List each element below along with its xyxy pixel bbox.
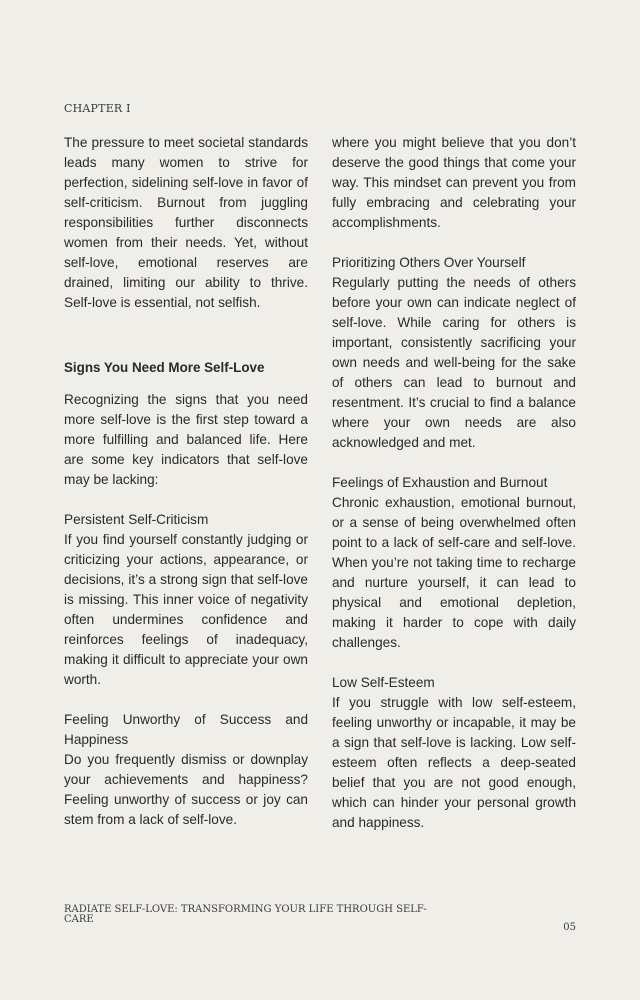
footer-book-title: RADIATE SELF-LOVE: TRANSFORMING YOUR LIFE THROUGH SELF-CARE	[64, 904, 427, 925]
left-column	[64, 133, 308, 830]
intro-paragraph: The pressure to meet societal standards leads many women to strive for perfection, sidelining self-love in favor of self-criticism. Burnout from juggling responsibilities further disconnects women from their needs. Yet, without self-love, emotional reserves are drained, limiting our ability to thrive. Self-love is essential, not selfish.	[64, 135, 308, 310]
section-intro-paragraph: Recognizing the signs that you need more self-love is the first step toward a more fulfilling and balanced life. Here are some key indicators that self-love may be lacking:	[64, 392, 308, 487]
sign-title-low-self-esteem: Low Self-Esteem	[332, 675, 435, 690]
sign-body-self-criticism: If you find yourself constantly judging or criticizing your actions, appearance, or decisions, it’s a strong sign that self-love is missing. This inner voice of negativity often undermines confidence and reinforces feelings of inadequacy, making it difficult to appreciate your own worth.	[64, 532, 308, 687]
chapter-label: CHAPTER I	[64, 102, 131, 115]
sign-title-exhaustion: Feelings of Exhaustion and Burnout	[332, 475, 548, 490]
sign-title-self-criticism: Persistent Self-Criticism	[64, 512, 209, 527]
sign-body-unworthy: Do you frequently dismiss or downplay your achievements and happiness? Feeling unworthy of success or joy can stem from a lack of self-love.	[64, 752, 308, 827]
right-column	[332, 133, 576, 833]
sign-title-prioritizing-others: Prioritizing Others Over Yourself	[332, 255, 526, 270]
sign-title-unworthy: Feeling Unworthy of Success and Happiness	[64, 712, 308, 747]
sign-body-prioritizing-others: Regularly putting the needs of others before your own can indicate neglect of self-love. While caring for others is important, consistently sacrificing your own needs and well-being for the sake of others can lead to burnout and resentment. It’s crucial to find a balance where your own needs are also acknowledged and met.	[332, 275, 576, 450]
sign-body-unworthy-continued: where you might believe that you don’t deserve the good things that come your way. This mindset can prevent you from fully embracing and celebrating your accomplishments.	[332, 135, 576, 230]
section-heading: Signs You Need More Self-Love	[64, 360, 265, 375]
sign-body-exhaustion: Chronic exhaustion, emotional burnout, or a sense of being overwhelmed often point to a lack of self-care and self-love. When you’re not taking time to recharge and nurture yourself, it can lead to physical and emotional depletion, making it harder to cope with daily challenges.	[332, 495, 576, 650]
sign-body-low-self-esteem: If you struggle with low self-esteem, feeling unworthy or incapable, it may be a sign that self-love is lacking. Low self-esteem often reflects a deep-seated belief that you are not good enough, which can hinder your personal growth and happiness.	[332, 695, 576, 830]
page-number: 05	[563, 922, 576, 933]
